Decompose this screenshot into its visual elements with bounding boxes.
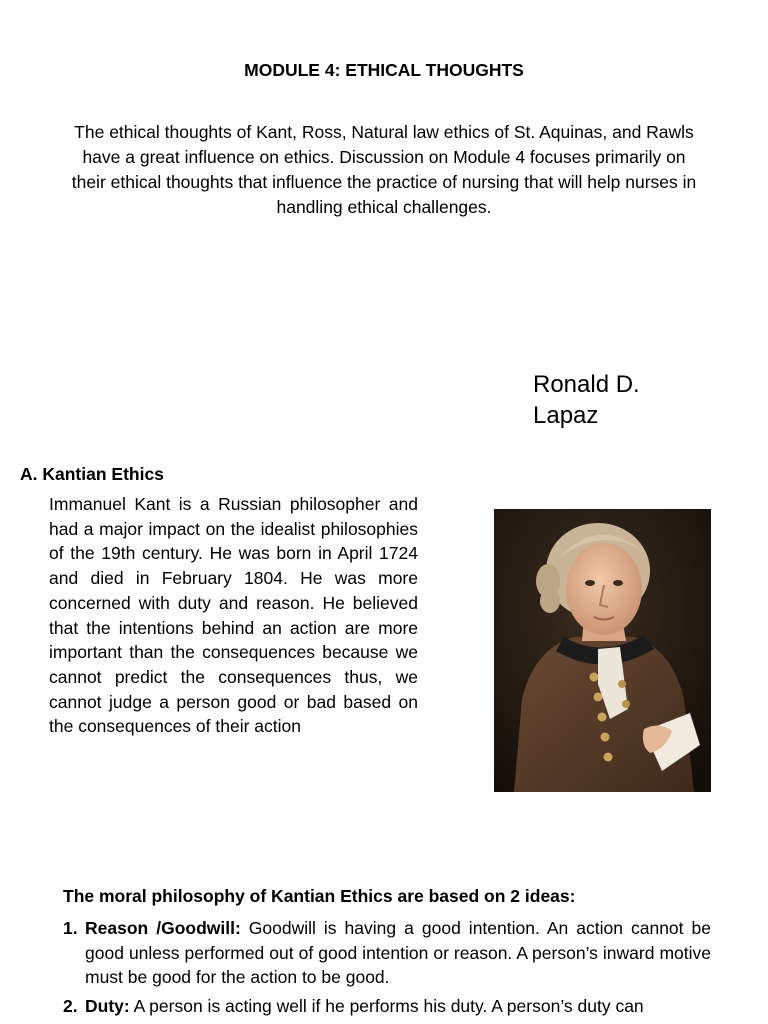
list-item-number: 2. [63, 996, 78, 1017]
author-name-line2: Lapaz [533, 402, 599, 429]
author-name-line1: Ronald D. [533, 371, 640, 398]
ideas-list [63, 916, 711, 1023]
list-item [63, 916, 711, 990]
list-item-number: 1. [63, 918, 78, 938]
kant-portrait [494, 509, 711, 792]
module-title: MODULE 4: ETHICAL THOUGHTS [244, 60, 524, 80]
list-item-term: Duty: [85, 996, 130, 1017]
section-heading-kantian: A. Kantian Ethics [20, 464, 164, 484]
kant-portrait-image [494, 509, 711, 792]
list-item [63, 994, 711, 1019]
ideas-heading: The moral philosophy of Kantian Ethics are based on 2 ideas: [63, 886, 576, 906]
author-name [533, 369, 733, 431]
kant-biography: Immanuel Kant is a Russian philosopher and had a major impact on the idealist philosophies of the 19th century. He was born in April 1724 and died in February 1804. He was more concerned with duty and reason. He believed that the intentions behind an action are more important than the consequences because we cannot predict the consequences thus, we cannot judge a person good or bad based on the consequences of their action [49, 494, 418, 737]
list-item-text: Goodwill is having a good intention. An action cannot be good unless performed out of good intention or reason. A person’s inward motive must be good for the action to be good. [85, 918, 711, 988]
list-item-term: Reason /Goodwill: [85, 918, 241, 938]
list-item-text: A person is acting well if he performs his duty. A person’s duty can [129, 996, 644, 1017]
module-intro: The ethical thoughts of Kant, Ross, Natural law ethics of St. Aquinas, and Rawls have a great influence on ethics. Discussion on Module 4 focuses primarily on their ethical thoughts that influence the practice of nursing that will help nurses in handling ethical challenges. [71, 122, 697, 217]
